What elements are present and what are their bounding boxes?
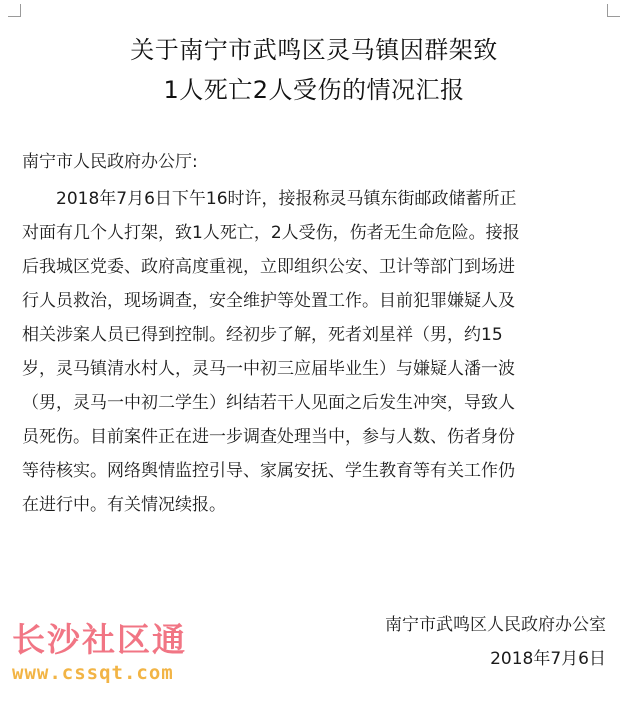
body-line: 行人员救治，现场调查，安全维护等处置工作。目前犯罪嫌疑人及 [22, 291, 515, 311]
salutation: 南宁市人民政府办公厅: [22, 152, 198, 172]
watermark-site-name: 长沙社区通 [12, 620, 187, 659]
signature-organization: 南宁市武鸣区人民政府办公室 [385, 615, 606, 635]
body-line: 对面有几个人打架，致1人死亡，2人受伤，伤者无生命危险。接报 [22, 223, 520, 243]
document-body [22, 182, 614, 522]
body-line: 在进行中。有关情况续报。 [22, 495, 226, 515]
body-line: 岁，灵马镇清水村人，灵马一中初三应届毕业生）与嫌疑人潘一波 [22, 359, 515, 379]
crop-mark-top-left [8, 4, 21, 17]
body-line: 2018年7月6日下午16时许，接报称灵马镇东街邮政储蓄所正 [56, 189, 517, 209]
body-line: 后我城区党委、政府高度重视，立即组织公安、卫计等部门到场进 [22, 257, 515, 277]
body-line: 相关涉案人员已得到控制。经初步了解，死者刘星祥（男，约15 [22, 325, 503, 345]
signature-block [385, 608, 606, 676]
watermark-url: www.cssqt.com [12, 662, 174, 684]
crop-mark-top-right [607, 4, 620, 17]
title-line-1: 关于南宁市武鸣区灵马镇因群架致 [130, 36, 498, 64]
body-line: 员死伤。目前案件正在进一步调查处理当中，参与人数、伤者身份 [22, 427, 515, 447]
title-line-2: 1人死亡2人受伤的情况汇报 [163, 76, 465, 104]
signature-date: 2018年7月6日 [490, 649, 606, 669]
document-title [0, 30, 628, 110]
body-line: （男，灵马一中初二学生）纠结若干人见面之后发生冲突，导致人 [22, 393, 515, 413]
watermark [12, 620, 242, 692]
body-line: 等待核实。网络舆情监控引导、家属安抚、学生教育等有关工作仍 [22, 461, 515, 481]
